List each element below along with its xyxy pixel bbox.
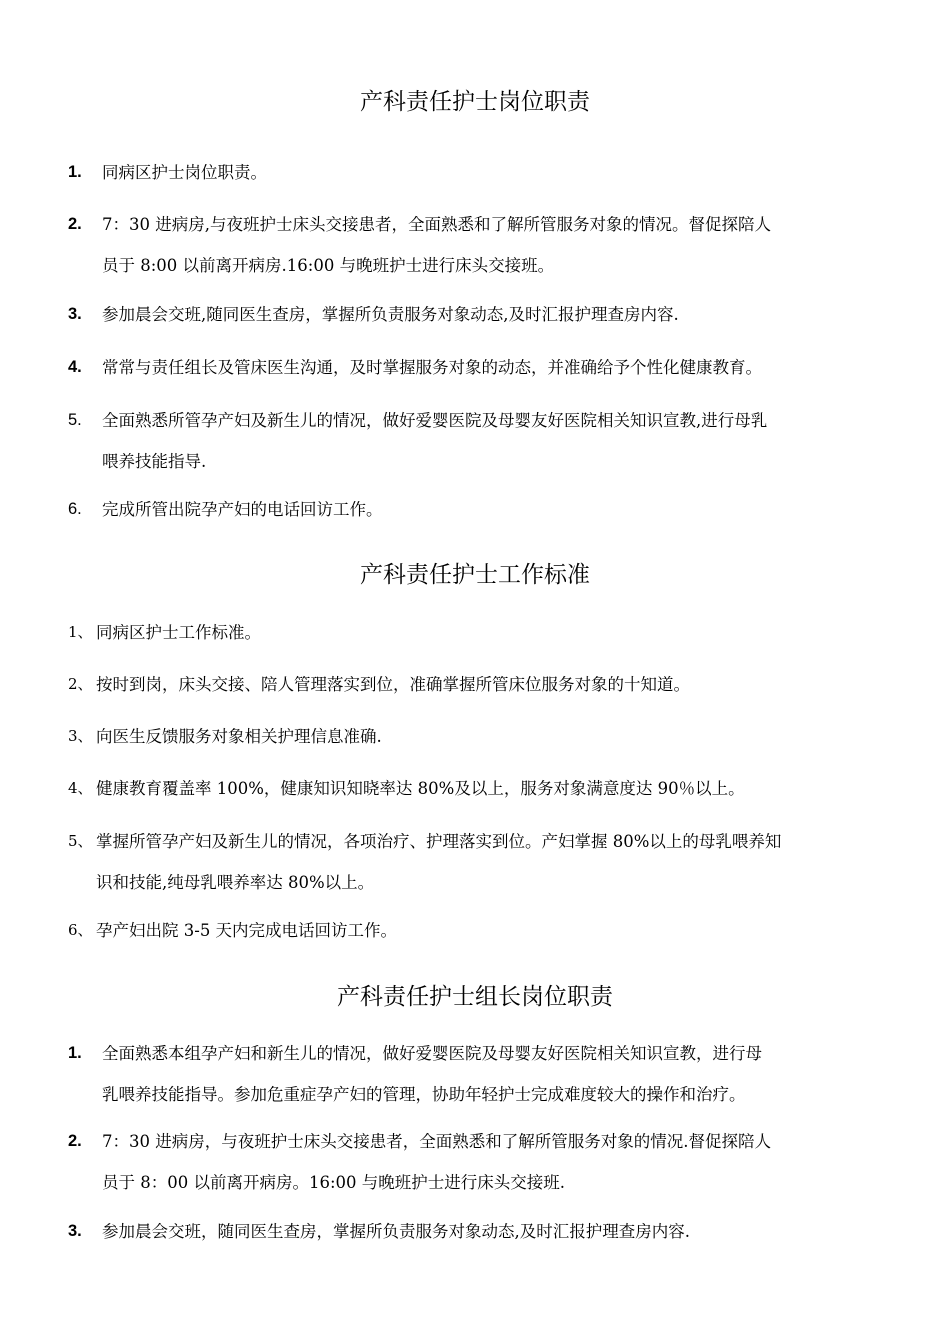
item-text: 同病区护士工作标准。 [96, 623, 261, 642]
item-number: 4. [68, 358, 82, 376]
item-text: 识和技能,纯母乳喂养率达 80%以上。 [96, 873, 375, 892]
item-number: 3、 [68, 727, 93, 745]
section-title-leader-duties: 产科责任护士组长岗位职责 [337, 984, 613, 1010]
item-text: 乳喂养技能指导。参加危重症孕产妇的管理，协助年轻护士完成难度较大的操作和治疗。 [102, 1085, 746, 1104]
item-number: 5、 [68, 832, 93, 850]
item-text: 掌握所管孕产妇及新生儿的情况，各项治疗、护理落实到位。产妇掌握 80%以上的母乳喂养知 [96, 832, 782, 851]
item-number: 2、 [68, 675, 93, 693]
item-text: 7：30 进病房，与夜班护士床头交接患者，全面熟悉和了解所管服务对象的情况.督促探陪人 [102, 1132, 771, 1151]
item-text: 同病区护士岗位职责。 [102, 163, 267, 182]
item-number: 6、 [68, 921, 93, 939]
item-text: 常常与责任组长及管床医生沟通，及时掌握服务对象的动态，并准确给予个性化健康教育。 [102, 358, 762, 377]
item-number: 4、 [68, 779, 93, 797]
item-number: 3. [68, 305, 82, 323]
item-text: 7：30 进病房,与夜班护士床头交接患者，全面熟悉和了解所管服务对象的情况。督促探陪人 [102, 215, 771, 234]
item-number: 6. [68, 500, 82, 518]
item-text: 健康教育覆盖率 100%，健康知识知晓率达 80%及以上，服务对象满意度达 90％以上。 [96, 779, 745, 798]
item-text: 参加晨会交班,随同医生查房，掌握所负责服务对象动态,及时汇报护理查房内容. [102, 305, 679, 324]
section-title-job-duties: 产科责任护士岗位职责 [360, 89, 590, 115]
item-number: 1. [68, 163, 82, 181]
item-text: 员于 8:00 以前离开病房.16:00 与晚班护士进行床头交接班。 [102, 256, 555, 275]
item-number: 1、 [68, 623, 93, 641]
item-number: 2. [68, 1132, 82, 1150]
item-text: 全面熟悉所管孕产妇及新生儿的情况，做好爱婴医院及母婴友好医院相关知识宣教,进行母乳 [102, 411, 768, 430]
item-text: 孕产妇出院 3-5 天内完成电话回访工作。 [96, 921, 398, 940]
item-text: 完成所管出院孕产妇的电话回访工作。 [102, 500, 383, 519]
item-number: 2. [68, 215, 82, 233]
item-number: 1. [68, 1044, 82, 1062]
item-text: 喂养技能指导. [102, 452, 207, 471]
item-text: 参加晨会交班，随同医生查房，掌握所负责服务对象动态,及时汇报护理查房内容. [102, 1222, 690, 1241]
item-text: 向医生反馈服务对象相关护理信息准确. [96, 727, 382, 746]
item-text: 员于 8：00 以前离开病房。16:00 与晚班护士进行床头交接班. [102, 1173, 566, 1192]
item-text: 按时到岗，床头交接、陪人管理落实到位，准确掌握所管床位服务对象的十知道。 [96, 675, 690, 694]
section-title-work-standards: 产科责任护士工作标准 [360, 562, 590, 588]
item-number: 5. [68, 411, 82, 429]
item-text: 全面熟悉本组孕产妇和新生儿的情况，做好爱婴医院及母婴友好医院相关知识宣教，进行母 [102, 1044, 762, 1063]
item-number: 3. [68, 1222, 82, 1240]
